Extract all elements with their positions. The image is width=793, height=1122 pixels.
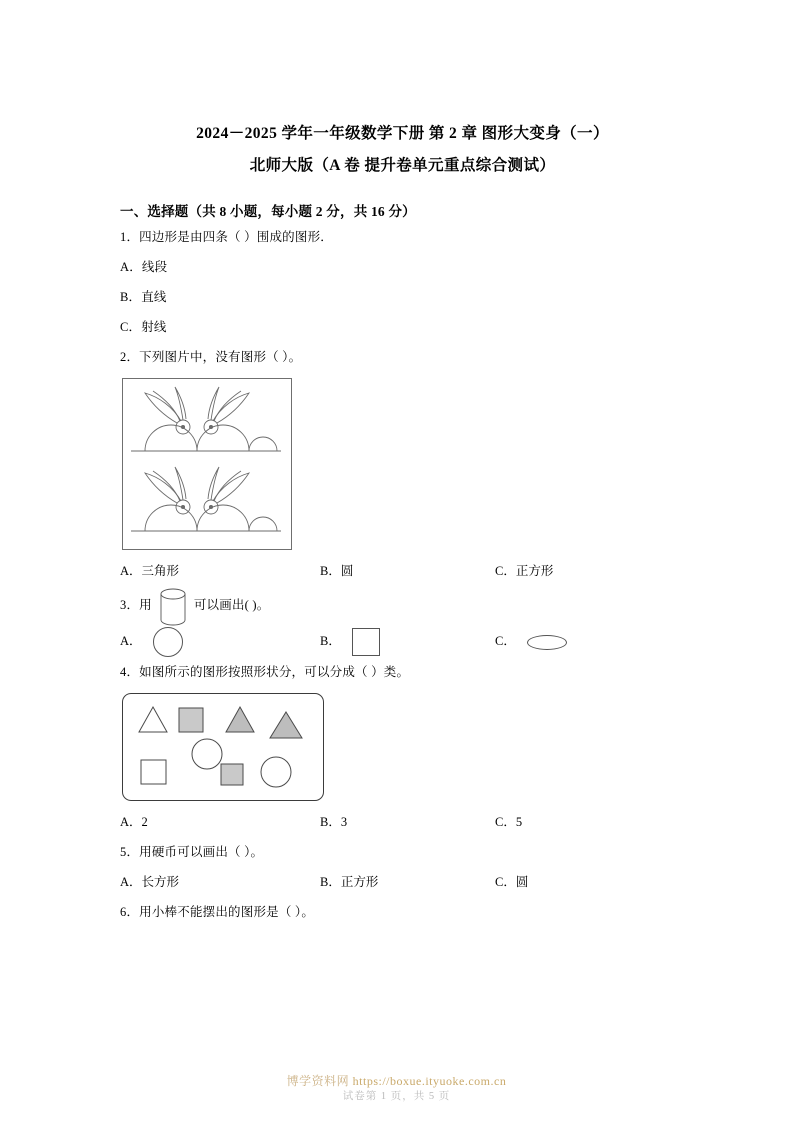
question-5-options bbox=[120, 867, 685, 897]
footer-watermark-right: https://boxue.ityuoke.com.cn bbox=[352, 1074, 507, 1088]
question-6-number: 6． bbox=[120, 905, 140, 920]
question-2 bbox=[120, 342, 685, 372]
question-3-option-a-label: A． bbox=[120, 634, 142, 648]
footer-watermark-left: 博学资料网 bbox=[286, 1074, 350, 1088]
question-2-figure bbox=[120, 378, 685, 550]
question-4-number: 4． bbox=[120, 665, 140, 680]
question-2-figure-box bbox=[122, 378, 292, 550]
title-line-1: 2024－2025 学年一年级数学下册 第 2 章 图形大变身（一） bbox=[196, 125, 609, 142]
question-3-option-c-label: C． bbox=[495, 634, 516, 648]
question-4-options bbox=[120, 807, 685, 837]
question-2-option-a: A．三角形 bbox=[120, 564, 180, 578]
question-4-option-a: A．2 bbox=[120, 815, 148, 830]
page-title bbox=[120, 118, 685, 182]
question-2-option-c: C．正方形 bbox=[495, 564, 554, 578]
ellipse-shape-icon bbox=[527, 635, 567, 650]
question-5-number: 5． bbox=[120, 845, 140, 860]
section-heading-1: 一、选择题（共 8 小题，每小题 2 分，共 16 分） bbox=[120, 204, 416, 219]
question-4-figure bbox=[120, 693, 685, 801]
question-4-text: 如图所示的图形按照形状分，可以分成（ ）类。 bbox=[139, 665, 410, 680]
question-3-option-c bbox=[495, 626, 675, 657]
question-5 bbox=[120, 837, 685, 867]
title-line-2: 北师大版（A 卷 提升卷单元重点综合测试） bbox=[249, 157, 556, 174]
question-1-number: 1． bbox=[120, 230, 140, 244]
shapes-sorting-illustration bbox=[123, 694, 321, 798]
question-6 bbox=[120, 897, 685, 927]
question-5-option-a: A．长方形 bbox=[120, 875, 180, 890]
square-shape-icon bbox=[352, 628, 380, 656]
question-4-option-c: C．5 bbox=[495, 815, 523, 830]
question-4-option-b: B．3 bbox=[320, 815, 348, 830]
footer-watermark bbox=[0, 1072, 793, 1089]
question-1 bbox=[120, 222, 685, 252]
question-1-option-c: C．射线 bbox=[120, 320, 167, 334]
question-4 bbox=[120, 657, 685, 687]
question-5-option-b: B．正方形 bbox=[320, 875, 379, 890]
question-3-option-b-label: B． bbox=[320, 634, 341, 648]
question-3 bbox=[120, 586, 685, 626]
footer-page-number: 试卷第 1 页，共 5 页 bbox=[342, 1091, 451, 1102]
question-5-option-c: C．圆 bbox=[495, 875, 529, 890]
question-3-number: 3． bbox=[120, 597, 140, 612]
question-5-text: 用硬币可以画出（ ）。 bbox=[139, 845, 264, 860]
cylinder-icon bbox=[156, 586, 190, 626]
question-3-option-b bbox=[320, 626, 495, 657]
question-6-text: 用小棒不能摆出的图形是（ ）。 bbox=[139, 905, 315, 920]
document-content bbox=[120, 118, 685, 927]
question-3-option-a bbox=[120, 626, 320, 657]
question-3-text-after: 可以画出( )。 bbox=[193, 597, 270, 612]
question-2-options bbox=[120, 556, 685, 586]
question-1-text: 四边形是由四条（ ）围成的图形． bbox=[139, 230, 333, 244]
question-3-text-before: 用 bbox=[139, 597, 152, 612]
rabbits-illustration bbox=[123, 379, 289, 547]
circle-shape-icon bbox=[153, 627, 183, 657]
question-1-option-b: B．直线 bbox=[120, 290, 167, 304]
question-2-text: 下列图片中，没有图形（ ）。 bbox=[139, 350, 302, 364]
question-2-number: 2． bbox=[120, 350, 140, 364]
question-4-figure-box bbox=[122, 693, 324, 801]
question-1-option-a: A．线段 bbox=[120, 260, 168, 274]
question-2-option-b: B．圆 bbox=[320, 564, 354, 578]
question-3-options bbox=[120, 626, 685, 657]
